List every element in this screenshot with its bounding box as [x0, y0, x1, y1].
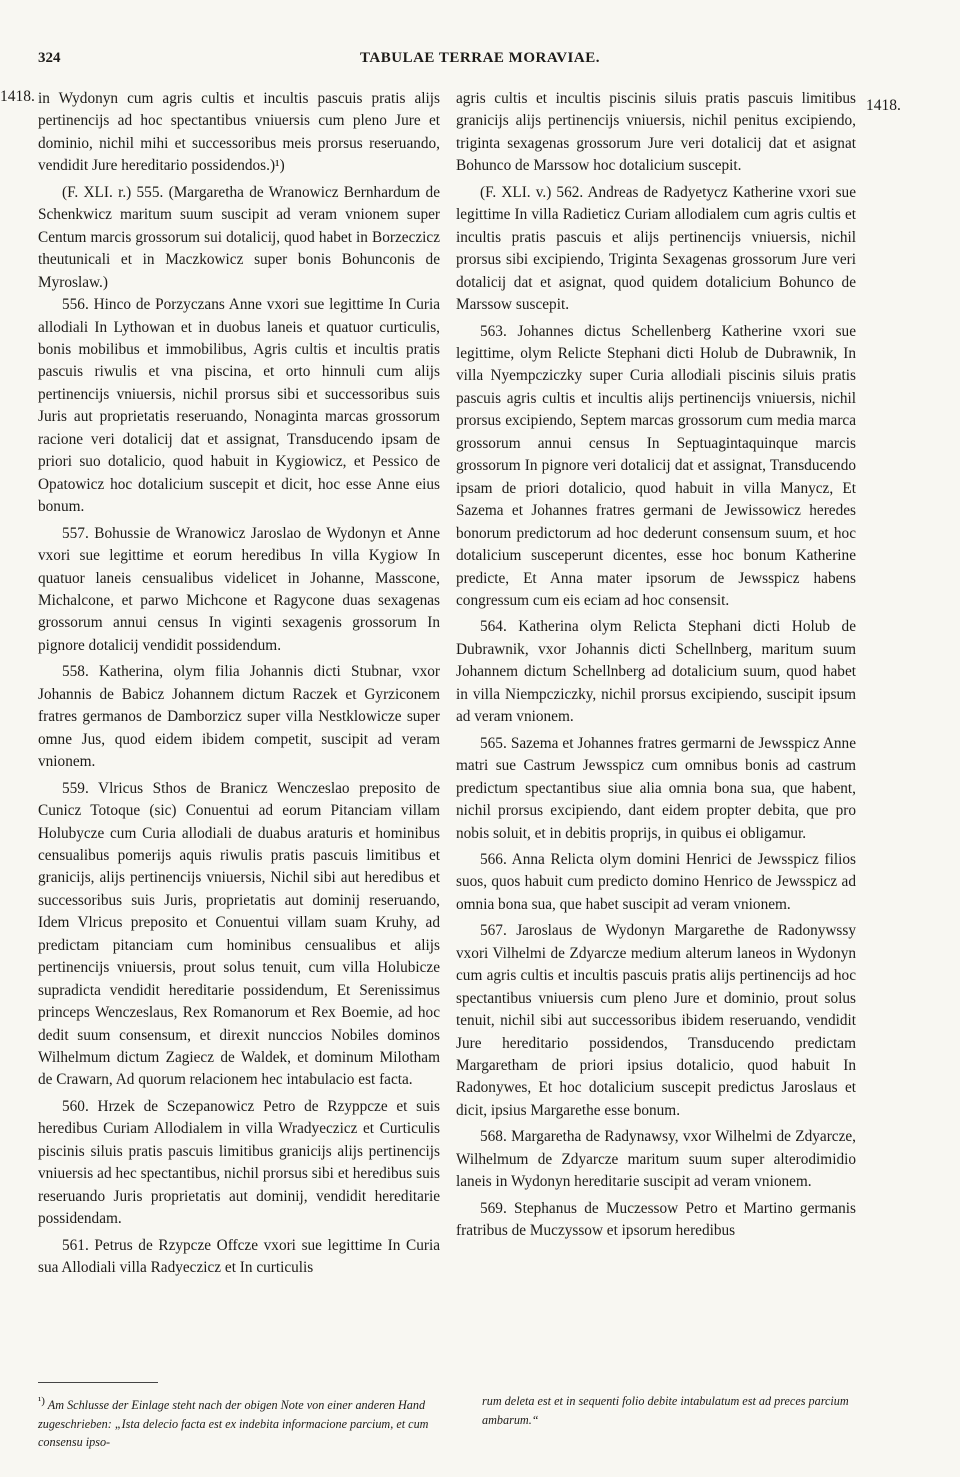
paragraph: in Wydonyn cum agris cultis et incultis pascuis pratis alijs pertinencijs ad hoc spectantibus vniuersis cum pleno Jure et dominio, nichil mihi et successoribus meis prorsus reseruando, vendidit Jure hereditario possidendos.)¹) [38, 90, 440, 175]
paragraph: 567. Jaroslaus de Wydonyn Margarethe de Radonywssy vxori Vilhelmi de Zdyarcze medium alterum laneos in Wydonyn cum agris cultis et incultis pascuis pratis alijs pertinencijs ad hoc spectantibus vniuersis cum pleno Jure et dominio, prout solus tenuit, nichil sibi aut successoribus ibidem reseruando, vendidit Jure hereditario possidendos, Transducendo predictam Margaretham de priori ipsius dotalicio, quod habuit In Radonywes, Et hoc dotalicium suscepit predictus Jaroslaus et dicit, ipsius Margarethe esse bonum. [456, 922, 856, 1119]
footnote-right [482, 1392, 856, 1429]
paragraph: 568. Margaretha de Radynawsy, vxor Wilhelmi de Zdyarcze, Wilhelmum de Zdyarcze maritum suum super alterodimidio laneis in Wydonyn hereditarie suscipit ad veram vnionem. [456, 1128, 856, 1191]
paragraph: 564. Katherina olym Relicta Stephani dicti Holub de Dubrawnik, vxor Johannis dicti Schellnberg, maritum suum Johannem dictum Schellnberg ad dotalicium suum, quod habet in villa Niempcziczky, nichil prorsus excipiendo, suscipit ipsum ad veram vnionem. [456, 618, 856, 726]
right-column [456, 88, 856, 1243]
paragraph: (F. XLI. v.) 562. Andreas de Radyetycz Katherine vxori sue legittime In villa Radieticz Curiam allodialem cum agris cultis et incultis pratis pascuis et alijs pertinencijs vniuersis, nichil prorsus sibi excipiendo, Triginta Sexagenas grossorum Jure veri dotalicij dat et asignat, quod quidem dotalicium Bohunco de Marssow suscepit. [456, 183, 856, 314]
paragraph: 559. Vlricus Sthos de Branicz Wenczeslao preposito de Cunicz Totoque (sic) Conuentui ad eorum Pitanciam villam Holubycze cum Curia allodiali de duabus araturis et hominibus censualibus pomerijs aquis riwulis pratis pascuis limitibus et granicijs, alijs pertinencijs vniuersis, Nichil sibi aut heredibus et successoribus suis Juris, proprietatis aut dominij reseruando, Idem Vlricus preposito et Conuentui villam suam Kruhy, ad predictam pitanciam cum hominibus censualibus et alijs pertinencijs vniuersis, prout solus tenuit, cum villa Holubicze supradicta vendidit hereditarie possidendum, Et Serenissimus princeps Wenczeslaus, Rex Romanorum et Rex Boemie, ad hoc dedit suum consensum, et direxit nunccios Nobiles dominos Wilhelmum dictum Zagiecz de Waldek, et dominum Milotham de Crawarn, Ad quorum relacionem hec intabulacio est facta. [38, 779, 440, 1089]
left-column [38, 88, 440, 1280]
paragraph: 566. Anna Relicta olym domini Henrici de Jewsspicz filios suos, quos habuit cum predicto domino Henrico de Jewsspicz ad omnia bona sua, que habet suscipit ad veram vnionem. [456, 850, 856, 913]
paragraph: 563. Johannes dictus Schellenberg Katherine vxori sue legittime, olym Relicte Stephani dicti Holub de Dubrawnik, In villa Nyempcziczky super Curia allodiali piscinis siluis pratis pascuis agris cultis et incultis alijs pertinencijs vniuersis, nichil prorsus excipiendo, Septem marcas grossorum cum media marca grossorum annui census In Septuagintaquinque marcis grossorum In pignore veri dotalicij dat et assignat, Transducendo ipsam de priori dotalicio, quod habuit in villa Manycz, Et Sazema et Johannes fratres germani de Jewissowicz heredes bonorum predictorum ad hoc dederunt consensum suum, et hoc dotalicium susceperunt dicentes, esse hoc bonum Katherine predicte, Et Anna mater ipsorum de Jewsspicz habens congressum cum eis eciam ad hoc consensit. [456, 322, 856, 609]
paragraph: agris cultis et incultis piscinis siluis pratis pascuis limitibus granicijs alijs pertinencijs vniuersis, nichil penitus excipiendo, triginta sexagenas grossorum Jure veri dotalicij dat et asignat Bohunco de Marssow hoc dotalicium suscepit. [456, 90, 856, 175]
margin-year-left: 1418. [0, 88, 35, 105]
paragraph: 565. Sazema et Johannes fratres germarni de Jewsspicz Anne matri sue Castrum Jewsspicz cum omnibus bonis ad castrum predictum spectantibus siue alia omnia bona sua, que habent, nichil prorsus excipiendo, dant eidem propter debita, que pro nobis soluit, et in debitis proprijs, in quibus ei obligamur. [456, 734, 856, 842]
paragraph: 557. Bohussie de Wranowicz Jaroslao de Wydonyn et Anne vxori sue legittime et eorum heredibus In villa Kygiow In quatuor laneis censualibus videlicet in Johanne, Masscone, Michalcone, et parwo Michcone et Ragycone duas sexagenas grossorum annui census In viginti sexagenis grossorum In pignore dotalicij vendidit possidendum. [38, 524, 440, 654]
footnote-text-right: rum deleta est et in sequenti folio debite intabulatum est ad preces parcium ambarum.“ [482, 1394, 849, 1427]
paragraph: (F. XLI. r.) 555. (Margaretha de Wranowicz Bernhardum de Schenkwicz maritum suum suscipit ad veram vnionem super Centum marcis grossorum sui dotalicij, quod habet in Borzeczicz theutunicali et in Maczkowicz super bonis Bohunconis de Myroslaw.) [38, 183, 440, 291]
page-number: 324 [38, 50, 61, 66]
page-header [0, 50, 960, 76]
running-title: TABULAE TERRAE MORAVIAE. [360, 50, 600, 66]
paragraph: 569. Stephanus de Muczessow Petro et Martino germanis fratribus de Muczyssow et ipsorum heredibus [456, 1199, 856, 1240]
footnote-rule [38, 1382, 158, 1383]
footnote-left [38, 1392, 440, 1452]
margin-year-right: 1418. [866, 97, 901, 114]
paragraph: 556. Hinco de Porzyczans Anne vxori sue legittime In Curia allodiali In Lythowan et in duobus laneis et quatuor curticulis, bonis mobilibus et immobilibus, Agris cultis et incultis pratis pascuis riwulis et vna piscina, et orto hinnuli cum alijs pertinencijs vniuersis, nichil prorsus sibi et successoribus suis Juris aut proprietatis reseruando, Nonaginta marcas grossorum racione veri dotalicij dat et assignat, Transducendo ipsam de priori suo dotalicio, quod habuit in Kygiowicz, et Pessico de Opatowicz hoc dotalicium suscepit et dicit, hoc esse Anne eius bonum. [38, 296, 440, 516]
footnote-mark: ¹) [38, 1395, 45, 1407]
footnote-text-left: Am Schlusse der Einlage steht nach der obigen Note von einer anderen Hand zugeschrieben: „Ista delecio facta est ex indebita informacione parcium, et cum consensu ipso- [38, 1398, 429, 1450]
paragraph: 561. Petrus de Rzypcze Offcze vxori sue legittime In Curia sua Allodiali villa Radyeczicz et In curticulis [38, 1236, 440, 1277]
paragraph: 560. Hrzek de Sczepanowicz Petro de Rzyppcze et suis heredibus Curiam Allodialem in villa Wradyeczicz et Curticulis piscinis siluis pratis pascuis limitibus granicijs alijs pertinencijs vniuersis ad hec spectantibus, nichil prorsus sibi et heredibus suis reseruando Juris proprietatis aut dominij, vendidit hereditarie possidendam. [38, 1097, 440, 1228]
paragraph: 558. Katherina, olym filia Johannis dicti Stubnar, vxor Johannis de Babicz Johannem dictum Raczek et Gyrziconem fratres germanos de Damborzicz super villa Nestklowicze super omne Jus, quod eidem ibidem competit, suscipit ad veram vnionem. [38, 663, 440, 771]
